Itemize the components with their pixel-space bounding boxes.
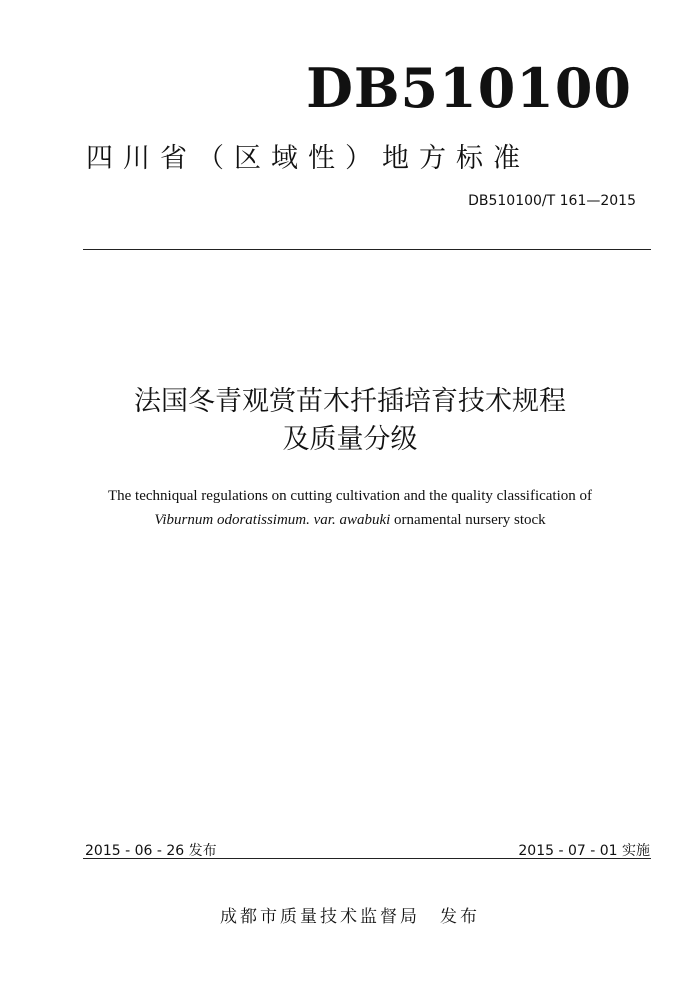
top-divider (83, 249, 651, 250)
standard-code: DB510100 (306, 56, 632, 120)
issuer-action: 发布 (440, 907, 480, 927)
issuer-name: 成都市质量技术监督局 (220, 907, 420, 927)
title-english (40, 484, 660, 532)
title-english-line1: The techniqual regulations on cutting cultivation and the quality classification of (107, 488, 593, 504)
bottom-divider (83, 858, 651, 859)
standard-number: DB510100/T 161—2015 (468, 193, 636, 209)
issue-date: 2015 - 06 - 26 发布 (85, 843, 217, 859)
species-name: Viburnum odoratissimum. var. awabuki (154, 512, 391, 528)
title-english-line2-rest: ornamental nursery stock (390, 512, 546, 528)
implementation-date: 2015 - 07 - 01 实施 (518, 843, 650, 859)
title-chinese-line2: 及质量分级 (282, 424, 418, 455)
title-chinese-line1: 法国冬青观赏苗木扦插培育技术规程 (134, 386, 566, 417)
title-chinese (0, 383, 700, 459)
issuer-line (0, 902, 700, 927)
standard-type: 四川省（区域性）地方标准 (86, 143, 530, 174)
title-english-line2 (40, 508, 660, 532)
